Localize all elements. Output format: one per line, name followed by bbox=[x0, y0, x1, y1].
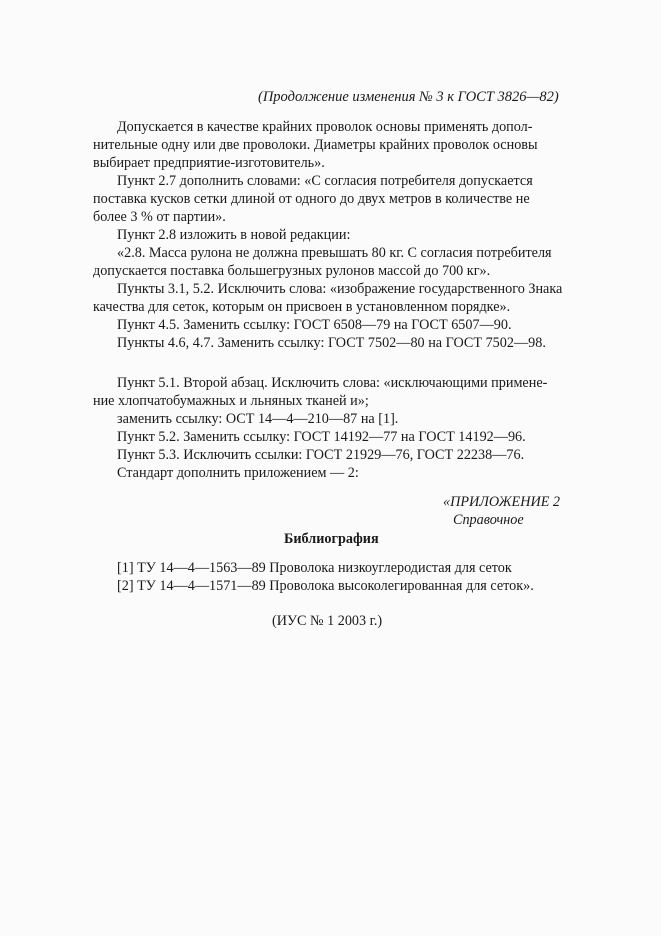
bibliography-item: [2] ТУ 14—4—1571—89 Проволока высоколегированная для сеток». bbox=[117, 578, 534, 594]
body-line: Пункт 5.3. Исключить ссылки: ГОСТ 21929—76, ГОСТ 22238—76. bbox=[117, 447, 525, 463]
body-line: Допускается в качестве крайних проволок основы применять допол- bbox=[117, 119, 533, 135]
continuation-header: (Продолжение изменения № 3 к ГОСТ 3826—82) bbox=[258, 89, 559, 105]
body-line: ние хлопчатобумажных и льняных тканей и»; bbox=[93, 393, 369, 409]
body-line: Стандарт дополнить приложением — 2: bbox=[117, 465, 359, 481]
body-line: нительные одну или две проволоки. Диаметры крайних проволок основы bbox=[93, 137, 538, 153]
body-line: качества для сеток, которым он присвоен в установленном порядке». bbox=[93, 299, 511, 315]
body-line: выбирает предприятие-изготовитель». bbox=[93, 155, 325, 171]
bibliography-item: [1] ТУ 14—4—1563—89 Проволока низкоуглеродистая для сеток bbox=[117, 560, 512, 576]
body-line: «2.8. Масса рулона не должна превышать 80 кг. С согласия потребителя bbox=[117, 245, 552, 261]
appendix-subtitle: Справочное bbox=[453, 512, 524, 528]
bibliography-heading: Библиография bbox=[284, 531, 379, 547]
body-line: более 3 % от партии». bbox=[93, 209, 226, 225]
source-footer: (ИУС № 1 2003 г.) bbox=[272, 613, 383, 629]
body-line: Пункты 4.6, 4.7. Заменить ссылку: ГОСТ 7502—80 на ГОСТ 7502—98. bbox=[117, 335, 546, 351]
body-line: заменить ссылку: ОСТ 14—4—210—87 на [1]. bbox=[117, 411, 399, 427]
body-line: допускается поставка большегрузных рулонов массой до 700 кг». bbox=[93, 263, 491, 279]
body-line: Пункт 5.2. Заменить ссылку: ГОСТ 14192—77 на ГОСТ 14192—96. bbox=[117, 429, 526, 445]
body-line: Пункт 2.8 изложить в новой редакции: bbox=[117, 227, 351, 243]
appendix-title: «ПРИЛОЖЕНИЕ 2 bbox=[443, 494, 561, 510]
body-line: Пункт 2.7 дополнить словами: «С согласия потребителя допускается bbox=[117, 173, 533, 189]
body-line: Пункт 4.5. Заменить ссылку: ГОСТ 6508—79 на ГОСТ 6507—90. bbox=[117, 317, 512, 333]
body-line: Пункты 3.1, 5.2. Исключить слова: «изображение государственного Знака bbox=[117, 281, 563, 297]
body-line: поставка кусков сетки длиной от одного до двух метров в количестве не bbox=[93, 191, 530, 207]
body-line: Пункт 5.1. Второй абзац. Исключить слова: «исключающими примене- bbox=[117, 375, 548, 391]
